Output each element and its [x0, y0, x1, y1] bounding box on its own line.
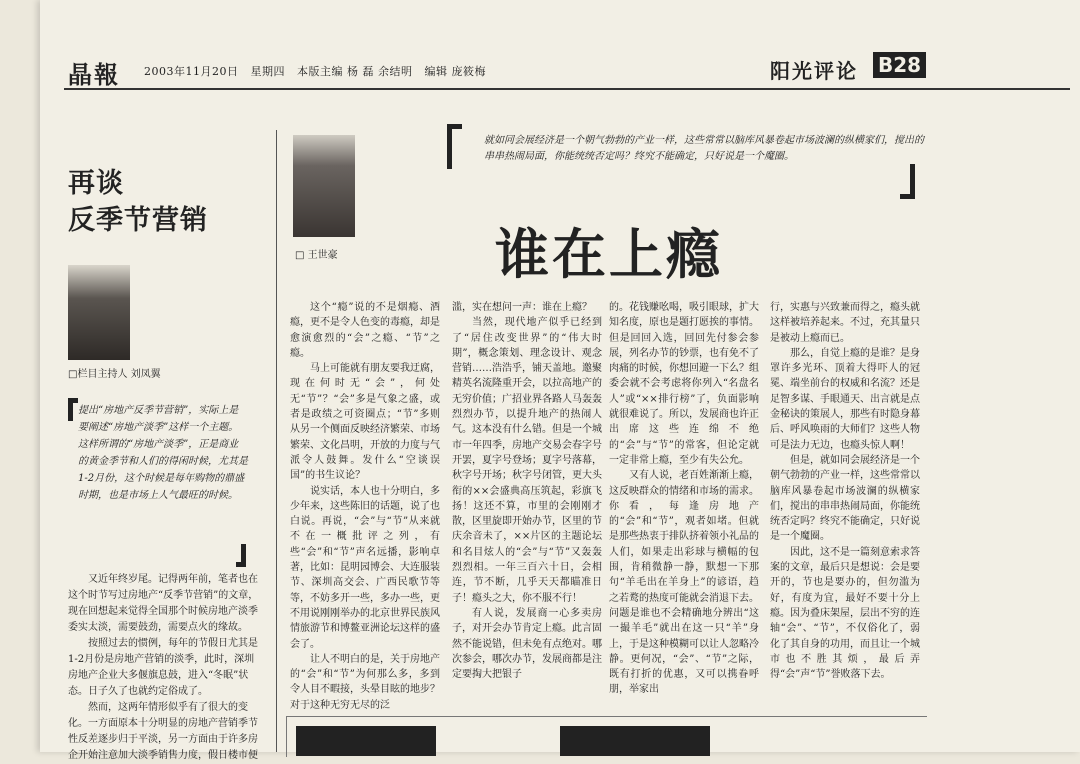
- article-paragraph: 这个“瘾”说的不是烟瘾、酒瘾，更不是令人色变的毒瘾，却是愈演愈烈的“会”之瘾、“节”之瘾。: [290, 302, 440, 359]
- column-divider: [276, 130, 277, 752]
- sidebar-quote-text: 提出“房地产反季节营销”，实际上是要阐述“房地产淡季”这样一个主题。这样所谓的“房地产淡季”，正是商业的黄金季节和人们的得闲时候，尤其是1-2月份，这个时候是每年购物的鼎盛时期，也是市场上人气最旺的时候。: [78, 405, 248, 501]
- article-paragraph: 那么，自觉上瘾的是谁？是身罩许多光环、顶着大得吓人的冠冕、端坐前台的权威和名流？还是足智多谋、手眼通天、出言就是点金秘诀的策展人，那些有时隐身幕后、呼风唤雨的大师们？这些人物可是法力无边，也瘾头惊人啊！: [770, 347, 920, 451]
- article-paragraph: 的。花钱赚吆喝，吸引眼球，扩大知名度，原也是题打愿挨的事情。但是回回入选，回回先付参会参展，列名办节的钞票，也有免不了肉痛的时候，你想回避一下么？组委会就不会考虑将你列入“名盘名人”或“××排行榜”了，负面影响就很难说了。所以，发展商也许正出席这些连绵不绝的“会”与“节”的常客，但论定就一定非常上瘾，至少有失公允。: [609, 302, 759, 466]
- header-info: [144, 63, 494, 79]
- header-rule: [64, 88, 1070, 90]
- article-column-1: [290, 300, 440, 711]
- article-paragraph: 有人说，发展商一心多卖房子，对开会办节肯定上瘾。此言固然不能说错，但未免有点绝对。哪次参会，哪次办节，发展商都是注定要掏大把银子: [452, 607, 602, 681]
- sidebar-title-line1: 再谈: [68, 168, 124, 199]
- author-caption: □ 王世豪: [295, 250, 338, 261]
- article-paragraph: 行，实惠与兴致兼而得之，瘾头就这样被培养起来。不过，充其量只是被动上瘾而已。: [770, 302, 920, 344]
- quote-bracket-open: [68, 398, 78, 421]
- author-photo: [293, 135, 355, 237]
- next-headline-bar: [296, 726, 436, 756]
- article-paragraph: 又有人说，老百姓渐渐上瘾，这反映群众的情绪和市场的需求。你看，每逢房地产的“会”和“节”，观者如堵。但就是那些热衷于排队挤着领小礼品的人们，如果走出彩球与横幅的包围，肯稍微静一静，默想一下那句“羊毛出在羊身上”的谚语，趋之若鹜的热度可能就会消退下去。问题是谁也不会精确地分辨出“这一撮羊毛”就出在这一只“羊”身上，于是这种模糊可以让人忽略冷静。更何况，“会”、“节”之际，既有打折的优惠，又可以携眷呼朋，举家出: [609, 470, 759, 696]
- newspaper-logo: 晶報: [68, 60, 120, 89]
- quote-bracket-close: [236, 544, 246, 567]
- article-paragraph: 但是，就如同会展经济是一个朝气勃勃的产业一样，这些常常以脑库风暴卷起市场波澜的纵横家们，搅出的串串热闹局面，你能统统否定吗？终究不能确定，只好说是一个魔圈。: [770, 454, 920, 543]
- chief-editor: 本版主编 杨 磊 余结明: [297, 65, 413, 78]
- article-paragraph: 马上可能就有朋友要我迂腐，现在何时无“会”，何处无“节”？“会”多是气象之盛，或者是政绩之可资圈点；“节”多则从另一个侧面反映经济繁荣、市场繁荣、文化昌明，开放的力度与气派令人鼓舞。发什么“空谈误国”的书生议论？: [290, 363, 440, 482]
- sidebar-quote: [78, 402, 248, 562]
- sidebar-title-line2: 反季节营销: [68, 205, 208, 236]
- lead-bracket-open: [447, 124, 462, 169]
- article-paragraph: 因此，这不是一篇刻意索求答案的文章，最后只是想说：会是要开的，节也是要办的，但勿滥为好，有度为宜，最好不要十分上瘾。因为叠床架屋，层出不穷的连轴“会”、“节”，不仅俗化了，弱化了其自身的功用，而且让一个城市也不胜其烦，最后弄得“会”声“节”誉败落下去。: [770, 546, 920, 681]
- sidebar-body: [68, 572, 264, 764]
- lead-bracket-close: [900, 164, 915, 199]
- article-paragraph: 滥，实在想问一声：谁在上瘾？: [452, 302, 592, 313]
- issue-date: 2003年11月20日: [144, 65, 239, 78]
- lead-quote: 就如同会展经济是一个朝气勃勃的产业一样，这些常常以脑库风暴卷起市场波澜的纵横家们，搅出的串串热闹局面，你能统统否定吗？终究不能确定，只好说是一个魔圈。: [484, 135, 924, 162]
- column-title: 阳光评论: [770, 59, 858, 83]
- article-column-2: [452, 300, 602, 700]
- page-number: B28: [873, 52, 926, 78]
- editor: 编辑 庞筱梅: [424, 65, 486, 78]
- host-photo: [68, 265, 130, 360]
- next-headline-bar: [560, 726, 710, 756]
- article-title: 谁在上瘾: [495, 223, 723, 286]
- host-caption: □栏目主持人 刘凤翼: [68, 369, 161, 380]
- sidebar-paragraph: 然而，这两年情形似乎有了很大的变化。一方面原本十分明显的房地产营销季节性反差逐步归于平淡，另一方面由于许多房企开始注意加大淡季销售力度，假日楼市便: [68, 702, 258, 761]
- sidebar-paragraph: 按照过去的惯例，每年的节假日尤其是1-2月份是房地产营销的淡季，此时，深圳房地产企业大多偃旗息鼓，进入“冬眠”状态。日子久了也就约定俗成了。: [68, 638, 258, 697]
- weekday: 星期四: [250, 65, 285, 78]
- article-paragraph: 说实话，本人也十分明白，多少年来，这些陈旧的话题，说了也白说。再说，“会”与“节”从来就不在一概批评之列，有些“会”和“节”声名远播，影响卓著，比如：昆明园博会、大连服装节、深圳高交会、广西民歌节等等，不妨多开一些，多办一些，更不用说刚刚举办的北京世界民族风情旅游节和博鳌亚洲论坛这样的盛会了。: [290, 485, 440, 650]
- article-column-4: [770, 300, 920, 700]
- article-paragraph: 让人不明白的是，关于房地产的“会”和“节”为何那么多，多到令人目不暇接，头晕目眩的地步？对于这种无穷无尽的泛: [290, 653, 440, 711]
- article-paragraph: 当然，现代地产似乎已经到了“居住改变世界”的“伟大时期”，概念策划、理念设计、观念营销……浩浩乎，铺天盖地。邀聚精英名流隆重开会，以拉高地产的无穷价值；广招业界各路人马轰轰烈烈办节，以提升地产的热闹人气。这本没有什么错。但是一个城市一年四季，房地产交易会春字号开罢，夏字号登场；夏字号落幕，秋字号开场；秋字号闭管，更大头衔的××会盛典高压筑起，彩旗飞扬！这还不算，市里的会刚刚才散，区里旋即开始办节，区里的节庆余音未了，××片区的主题论坛和名目炫人的“会”与“节”又轰轰烈烈相。一年三百六十日，会相连，节不断，几乎天天都瞄准日子！瘾头之大，你不服不行！: [452, 317, 602, 604]
- article-column-3: [609, 300, 759, 700]
- sidebar-title: [68, 165, 208, 239]
- sidebar-paragraph: 又近年终岁尾。记得两年前，笔者也在这个时节写过房地产“反季节营销”的文章，现在回想起来觉得全国那个时候房地产淡季委实太淡，需要鼓劲，需要点火的缘故。: [68, 574, 259, 633]
